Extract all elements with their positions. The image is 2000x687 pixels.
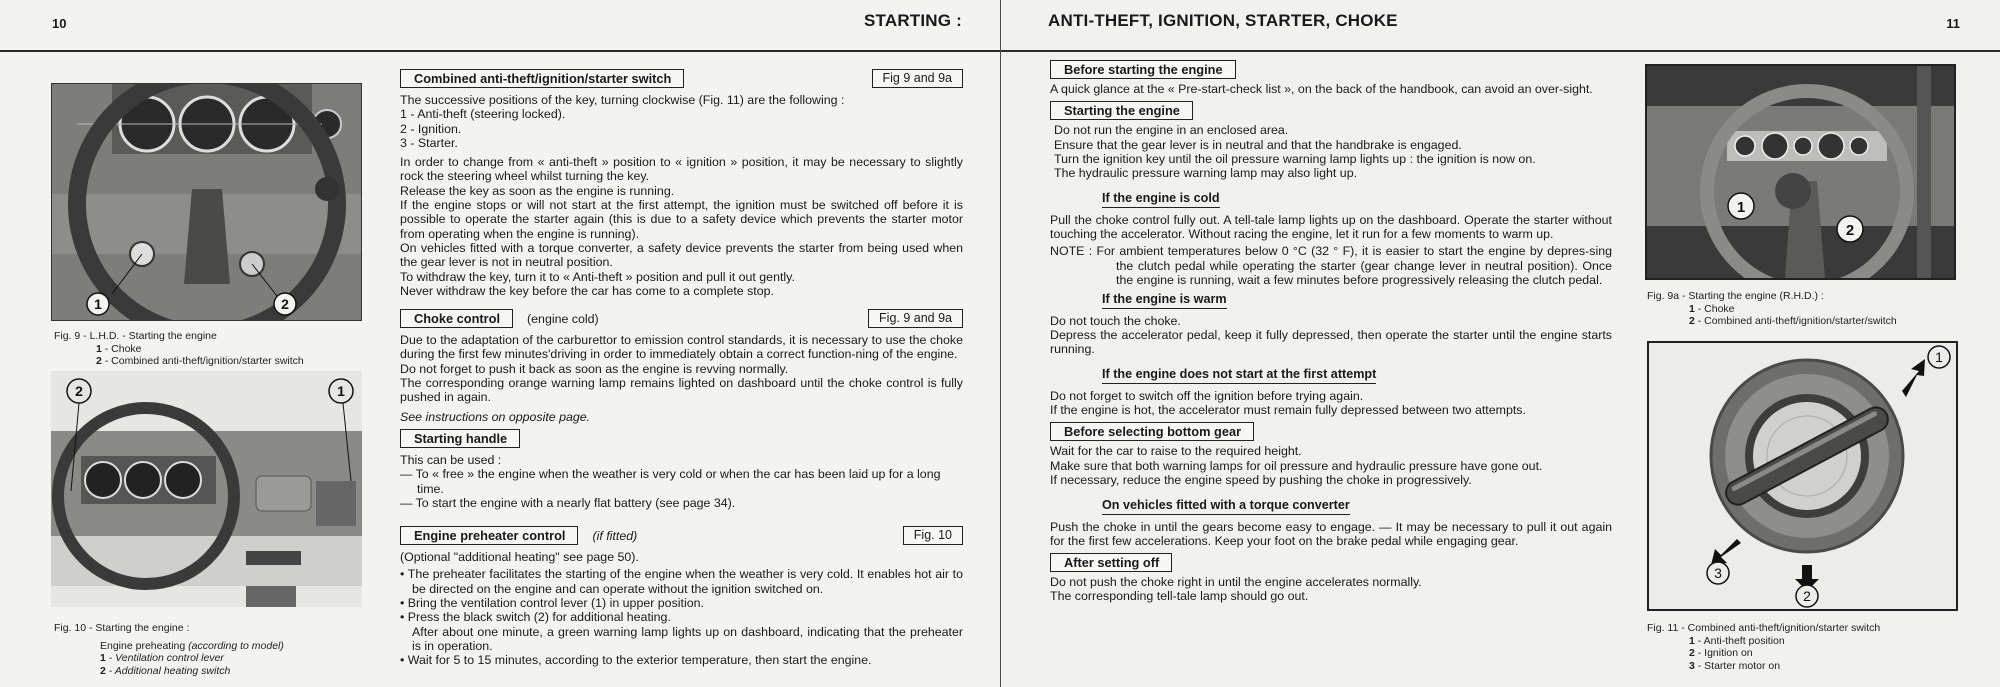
figure-reference: Fig 9 and 9a bbox=[872, 69, 964, 88]
right-page bbox=[1001, 0, 2000, 687]
item-number: 2 bbox=[100, 664, 106, 677]
svg-text:2: 2 bbox=[1845, 222, 1855, 239]
ignition-key-switch-illustration bbox=[1649, 343, 1956, 609]
paragraph: Depress the accelerator pedal, keep it fully depressed, then operate the starter until the engine starts running. bbox=[1050, 327, 1612, 357]
fig9a-caption bbox=[1647, 290, 1987, 328]
text-line: This can be used : bbox=[400, 452, 502, 467]
svg-text:2: 2 bbox=[75, 383, 83, 399]
section-handle-header bbox=[400, 429, 963, 449]
paragraph: Never withdraw the key before the car has come to a complete stop. bbox=[400, 283, 774, 298]
bullet-item: • Press the black switch (2) for additional heating. bbox=[400, 610, 671, 625]
text-line: Turn the ignition key until the oil pressure warning lamp lights up : the ignition is now on. bbox=[1054, 151, 1536, 166]
dash-item: — To start the engine with a nearly flat battery (see page 34). bbox=[400, 495, 736, 510]
section-after-header bbox=[1050, 553, 1612, 573]
item-number: 1 bbox=[1689, 634, 1695, 647]
text-line: (Optional "additional heating" see page 50). bbox=[400, 550, 639, 565]
caption-title: Fig. 11 - Combined anti-theft/ignition/starter switch bbox=[1647, 622, 1881, 634]
right-text-column bbox=[1050, 60, 1612, 604]
bullet-item: • Bring the ventilation control lever (1) in upper position. bbox=[400, 596, 704, 611]
section-heading: Before selecting bottom gear bbox=[1050, 422, 1254, 441]
section-heading: Before starting the engine bbox=[1050, 60, 1236, 79]
item-number: 2 bbox=[1689, 315, 1695, 327]
caption-title: Fig. 9 - L.H.D. - Starting the engine bbox=[54, 330, 217, 342]
steering-wheel-lhd-illustration bbox=[52, 84, 362, 321]
steering-wheel-rhd-illustration bbox=[1647, 66, 1954, 278]
fig9a-photo bbox=[1645, 64, 1956, 280]
text-line: The corresponding tell-tale lamp should go out. bbox=[1050, 589, 1309, 604]
item-label: - Anti-theft position bbox=[1694, 634, 1785, 647]
item-number: 3 bbox=[1689, 659, 1695, 672]
text-line: 3 - Starter. bbox=[400, 135, 458, 150]
caption-item bbox=[54, 343, 374, 356]
subtitle-italic: (according to model) bbox=[188, 639, 284, 652]
item-label: - Starter motor on bbox=[1694, 659, 1781, 672]
running-head: ANTI-THEFT, IGNITION, STARTER, CHOKE bbox=[1048, 11, 1398, 30]
text-line: Ensure that the gear lever is in neutral and that the handbrake is engaged. bbox=[1054, 137, 1462, 152]
paragraph: On vehicles fitted with a torque converter, a safety device prevents the starter from being used when the gear lever is not in neutral position. bbox=[400, 240, 963, 270]
text-line: Make sure that both warning lamps for oil pressure and hydraulic pressure have gone out. bbox=[1050, 458, 1543, 473]
section-before-header bbox=[1050, 60, 1612, 80]
subsection-heading: On vehicles fitted with a torque converter bbox=[1102, 498, 1350, 514]
fig10-caption bbox=[54, 622, 374, 677]
paragraph: Due to the adaptation of the carburettor to emission control standards, it is necessary to use the choke during the first few minutes'driving in order to immediately obtain a correct function-ning of the engine. bbox=[400, 333, 963, 362]
item-label: - Ignition on bbox=[1694, 647, 1753, 659]
text-line: 2 - Ignition. bbox=[400, 121, 462, 136]
text-line: The successive positions of the key, turning clockwise (Fig. 11) are the following : bbox=[400, 93, 845, 107]
paragraph: To withdraw the key, turn it to « Anti-theft » position and pull it out gently. bbox=[400, 269, 795, 284]
item-label: - Additional heating switch bbox=[105, 664, 231, 677]
bullet-item: • The preheater facilitates the starting of the engine when the weather is very cold. It enables hot air to be directed on the engine and can operate without the ignition switched on. bbox=[400, 567, 963, 596]
text-line: If the engine is hot, the accelerator must remain fully depressed between two attempts. bbox=[1050, 403, 1526, 418]
caption-item bbox=[1647, 315, 1987, 328]
paragraph: Release the key as soon as the engine is running. bbox=[400, 183, 675, 198]
text-line: Do not run the engine in an enclosed area. bbox=[1054, 123, 1289, 138]
item-number: 2 bbox=[1689, 647, 1695, 659]
section-heading: After setting off bbox=[1050, 553, 1172, 572]
caption-item bbox=[54, 652, 374, 665]
item-label: - Combined anti-theft/ignition/starter switch bbox=[101, 355, 304, 367]
dash-item: — To « free » the engine when the weather is very cold or when the car has been laid up for a long time. bbox=[400, 467, 941, 496]
subsection-heading: If the engine does not start at the first attempt bbox=[1102, 367, 1376, 383]
figure-reference: Fig. 9 and 9a bbox=[868, 309, 963, 328]
fig9-photo bbox=[51, 83, 362, 321]
bullet-continuation: After about one minute, a green warning lamp lights up on dashboard, indicating that the preheater is in operation. bbox=[412, 624, 963, 653]
svg-text:3: 3 bbox=[1714, 565, 1722, 581]
paragraph: A quick glance at the « Pre-start-check list », on the back of the handbook, can avoid an over-sight. bbox=[1050, 82, 1593, 96]
page-number: 11 bbox=[1946, 16, 1960, 31]
item-label: - Choke bbox=[1694, 302, 1735, 315]
section-aside: (engine cold) bbox=[527, 312, 599, 327]
caption-item bbox=[54, 355, 374, 368]
caption-item bbox=[54, 665, 374, 678]
paragraph: Pull the choke control fully out. A tell-tale lamp lights up on the dashboard. Operate the starter without touching the accelerator. Without racing the engine, let it run for a few moments to warm up. bbox=[1050, 212, 1612, 242]
section-heading: Choke control bbox=[400, 309, 513, 328]
paragraph: Do not forget to push it back as soon as the engine is revving normally. bbox=[400, 361, 789, 376]
item-number: 1 bbox=[1689, 302, 1695, 315]
paragraph: If the engine stops or will not start at the first attempt, the ignition must be switched off before it is possible to operate the starter again (this is due to a safety device which prevents the starter motor from operating when the engine is running). bbox=[400, 198, 963, 241]
header-rule bbox=[0, 50, 1000, 52]
section-switch-header bbox=[400, 69, 963, 89]
caption-title: Fig. 10 - Starting the engine : bbox=[54, 622, 190, 634]
svg-text:1: 1 bbox=[94, 296, 102, 312]
section-bottomgear-header bbox=[1050, 422, 1612, 442]
svg-text:2: 2 bbox=[281, 296, 289, 312]
bullet-item: • Wait for 5 to 15 minutes, according to the exterior temperature, then start the engine. bbox=[400, 653, 872, 668]
svg-text:2: 2 bbox=[1803, 588, 1811, 604]
caption-subtitle bbox=[54, 640, 374, 653]
section-heading: Combined anti-theft/ignition/starter switch bbox=[400, 69, 684, 88]
fig10-photo bbox=[51, 371, 362, 607]
paragraph: The corresponding orange warning lamp remains lighted on dashboard until the choke control is fully pushed in again. bbox=[400, 376, 963, 405]
text-line: If necessary, reduce the engine speed by pushing the choke in progressively. bbox=[1050, 472, 1472, 487]
item-number: 1 bbox=[100, 652, 106, 664]
fig9-caption bbox=[54, 330, 374, 368]
text-line: Do not forget to switch off the ignition before trying again. bbox=[1050, 388, 1364, 403]
section-starting-header bbox=[1050, 101, 1612, 121]
subsection-heading: If the engine is warm bbox=[1102, 292, 1227, 308]
section-heading: Engine preheater control bbox=[400, 526, 578, 545]
section-heading: Starting the engine bbox=[1050, 101, 1193, 120]
page-number: 10 bbox=[52, 16, 67, 31]
text-line: Do not touch the choke. bbox=[1050, 313, 1181, 328]
paragraph: Push the choke in until the gears become easy to engage. — It may be necessary to pull it out again for the first few accelerations. Keep your foot on the brake pedal while engaging gear. bbox=[1050, 519, 1612, 548]
item-label: - Choke bbox=[101, 342, 142, 355]
svg-text:1: 1 bbox=[1935, 349, 1943, 365]
subtitle-text: Engine preheating bbox=[100, 639, 189, 652]
text-line: The hydraulic pressure warning lamp may also light up. bbox=[1054, 166, 1358, 181]
note-paragraph: NOTE : For ambient temperatures below 0 °C (32 ° F), it is easier to start the engine by depres-sing the clutch pedal while operating the starter (gear change lever in neutral position). Once the engine is running, wait a few minutes before progressively releasing the clutch pedal. bbox=[1050, 244, 1612, 287]
subsection-heading: If the engine is cold bbox=[1102, 191, 1220, 207]
figure-reference: Fig. 10 bbox=[903, 526, 963, 545]
item-number: 1 bbox=[96, 342, 102, 355]
caption-title: Fig. 9a - Starting the engine (R.H.D.) : bbox=[1647, 290, 1824, 302]
item-label: - Ventilation control lever bbox=[105, 652, 224, 664]
caption-item bbox=[1647, 635, 1987, 648]
cross-reference-note: See instructions on opposite page. bbox=[400, 409, 591, 424]
header-rule bbox=[1001, 50, 2000, 52]
svg-text:1: 1 bbox=[1736, 199, 1746, 216]
fig11-illustration bbox=[1647, 341, 1958, 611]
dashboard-illustration bbox=[51, 371, 362, 607]
section-choke-header bbox=[400, 309, 963, 329]
section-preheater-header bbox=[400, 526, 963, 546]
fig11-caption bbox=[1647, 622, 1987, 672]
running-head: STARTING : bbox=[863, 11, 962, 30]
text-line: Do not push the choke right in until the engine accelerates normally. bbox=[1050, 575, 1422, 590]
text-line: Wait for the car to raise to the required height. bbox=[1050, 444, 1302, 459]
caption-item bbox=[1647, 660, 1987, 673]
item-number: 2 bbox=[96, 355, 102, 367]
svg-text:1: 1 bbox=[337, 383, 345, 399]
text-line: 1 - Anti-theft (steering locked). bbox=[400, 107, 566, 122]
item-label: - Combined anti-theft/ignition/starter/switch bbox=[1694, 315, 1897, 327]
left-text-column bbox=[400, 69, 963, 668]
caption-item bbox=[1647, 647, 1987, 660]
caption-item bbox=[1647, 303, 1987, 316]
section-aside: (if fitted) bbox=[592, 529, 638, 544]
paragraph: In order to change from « anti-theft » position to « ignition » position, it may be necessary to slightly rock the steering wheel whilst turning the key. bbox=[400, 155, 963, 184]
section-heading: Starting handle bbox=[400, 429, 520, 448]
